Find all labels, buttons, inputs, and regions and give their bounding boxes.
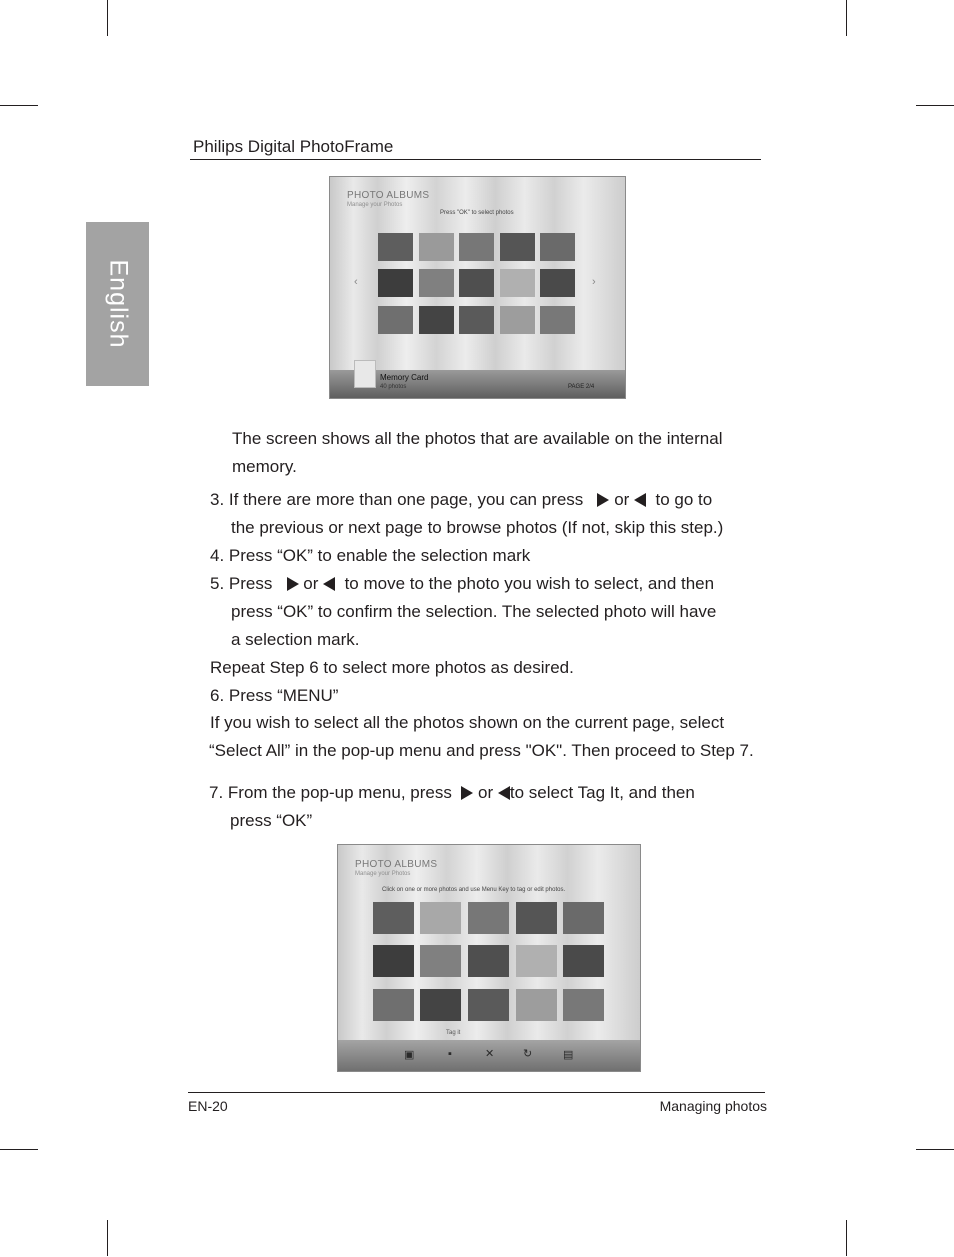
left-arrow-icon bbox=[634, 493, 646, 507]
photo-thumbnail[interactable] bbox=[516, 945, 557, 977]
repeat-note: Repeat Step 6 to select more photos as desired. bbox=[210, 658, 574, 677]
tag-it-label: Tag it bbox=[446, 1030, 461, 1036]
chevron-left-icon[interactable]: ‹ bbox=[354, 276, 358, 288]
photo-thumbnail[interactable] bbox=[563, 989, 604, 1021]
right-arrow-icon bbox=[287, 577, 299, 591]
step-3-text: 3. If there are more than one page, you can press bbox=[210, 490, 584, 509]
photo-thumbnail[interactable] bbox=[516, 902, 557, 934]
step-7-or: or bbox=[478, 783, 494, 802]
tag-it-icon[interactable]: ▣ bbox=[404, 1049, 415, 1061]
language-tab-label: English bbox=[104, 259, 132, 349]
left-arrow-icon bbox=[323, 577, 335, 591]
step-5-text-end: to move to the photo you wish to select, and then bbox=[344, 574, 715, 593]
photo-thumbnail[interactable] bbox=[516, 989, 557, 1021]
step-7-line-2: press “OK” bbox=[230, 811, 313, 830]
delete-icon[interactable]: ✕ bbox=[485, 1048, 495, 1060]
photo-thumbnail[interactable] bbox=[468, 902, 509, 934]
step-5-line-2: press “OK” to confirm the selection. The selected photo will have bbox=[231, 602, 717, 621]
page-number: EN-20 bbox=[188, 1098, 228, 1114]
step-3-text-end: to go to bbox=[655, 490, 713, 509]
photo-thumbnail[interactable] bbox=[373, 902, 414, 934]
right-arrow-icon bbox=[461, 786, 473, 800]
step-5-or: or bbox=[303, 574, 319, 593]
photo-thumbnail[interactable] bbox=[378, 233, 413, 261]
rotate-icon[interactable]: ↻ bbox=[523, 1048, 533, 1060]
crop-mark bbox=[846, 0, 847, 36]
source-count: 40 photos bbox=[380, 384, 407, 390]
photo-thumbnail[interactable] bbox=[459, 269, 494, 297]
step-3 bbox=[210, 490, 712, 510]
screen-hint: Click on one or more photos and use Menu Key to tag or edit photos. bbox=[382, 887, 566, 893]
photo-thumbnail[interactable] bbox=[459, 233, 494, 261]
edit-icon[interactable]: ▤ bbox=[563, 1049, 574, 1061]
crop-mark bbox=[916, 105, 954, 106]
crop-mark bbox=[916, 1149, 954, 1150]
photo-thumbnail[interactable] bbox=[420, 945, 461, 977]
photo-thumbnail[interactable] bbox=[420, 989, 461, 1021]
photo-thumbnail-selected[interactable] bbox=[420, 902, 461, 934]
screen-title: PHOTO ALBUMS bbox=[355, 859, 438, 870]
page-indicator: PAGE 2/4 bbox=[568, 384, 595, 390]
photo-thumbnail[interactable] bbox=[563, 945, 604, 977]
step-4: 4. Press “OK” to enable the selection mark bbox=[210, 546, 531, 565]
step-7-text: 7. From the pop-up menu, press bbox=[209, 783, 452, 802]
select-all-line-2: “Select All” in the pop-up menu and press "OK". Then proceed to Step 7. bbox=[209, 741, 754, 760]
photo-thumbnail[interactable] bbox=[540, 233, 575, 261]
chevron-right-icon[interactable]: › bbox=[592, 276, 596, 288]
photo-thumbnail[interactable] bbox=[459, 306, 494, 334]
source-label: Memory Card bbox=[380, 373, 429, 382]
language-tab bbox=[86, 222, 149, 386]
photo-thumbnail[interactable] bbox=[563, 902, 604, 934]
photo-thumbnail[interactable] bbox=[500, 306, 535, 334]
select-all-line-1: If you wish to select all the photos shown on the current page, select bbox=[210, 713, 725, 732]
photo-thumbnail[interactable] bbox=[500, 233, 535, 261]
intro-line-2: memory. bbox=[232, 457, 297, 476]
step-5-line-3: a selection mark. bbox=[231, 630, 360, 649]
footer-rule bbox=[188, 1092, 765, 1093]
photo-thumbnail[interactable] bbox=[540, 306, 575, 334]
crop-mark bbox=[0, 105, 38, 106]
source-bar bbox=[330, 370, 625, 398]
screen-subtitle: Manage your Photos bbox=[355, 871, 411, 877]
screen-subtitle: Manage your Photos bbox=[347, 202, 403, 208]
photo-thumbnail[interactable] bbox=[468, 989, 509, 1021]
popup-menu-bar bbox=[338, 1040, 640, 1071]
memory-card-icon bbox=[354, 360, 376, 388]
photo-thumbnail[interactable] bbox=[419, 306, 454, 334]
photo-thumbnail[interactable] bbox=[378, 269, 413, 297]
step-3-line-2: the previous or next page to browse photos (If not, skip this step.) bbox=[231, 518, 724, 537]
photo-thumbnail[interactable] bbox=[500, 269, 535, 297]
left-arrow-icon bbox=[498, 786, 510, 800]
copy-icon[interactable]: ▪ bbox=[448, 1048, 452, 1060]
section-name: Managing photos bbox=[659, 1098, 767, 1114]
photo-thumbnail[interactable] bbox=[378, 306, 413, 334]
step-5-text: 5. Press bbox=[210, 574, 273, 593]
photo-albums-screen-2 bbox=[337, 844, 641, 1072]
step-6: 6. Press “MENU” bbox=[210, 686, 339, 705]
crop-mark bbox=[0, 1149, 38, 1150]
crop-mark bbox=[107, 0, 108, 36]
header-title: Philips Digital PhotoFrame bbox=[193, 137, 394, 156]
step-5 bbox=[210, 574, 714, 594]
crop-mark bbox=[107, 1220, 108, 1256]
photo-thumbnail[interactable] bbox=[373, 945, 414, 977]
step-7-text-end: to select Tag It, and then bbox=[509, 783, 695, 802]
photo-albums-screen-1 bbox=[329, 176, 626, 399]
step-3-or: or bbox=[614, 490, 630, 509]
photo-thumbnail[interactable] bbox=[419, 269, 454, 297]
step-7 bbox=[209, 783, 695, 803]
photo-thumbnail[interactable] bbox=[468, 945, 509, 977]
screen-title: PHOTO ALBUMS bbox=[347, 190, 430, 201]
photo-thumbnail[interactable] bbox=[373, 989, 414, 1021]
photo-thumbnail[interactable] bbox=[540, 269, 575, 297]
intro-line-1: The screen shows all the photos that are available on the internal bbox=[232, 429, 723, 448]
screen-hint: Press "OK" to select photos bbox=[440, 210, 514, 216]
right-arrow-icon bbox=[597, 493, 609, 507]
crop-mark bbox=[846, 1220, 847, 1256]
header-rule bbox=[190, 159, 761, 160]
photo-thumbnail[interactable] bbox=[419, 233, 454, 261]
